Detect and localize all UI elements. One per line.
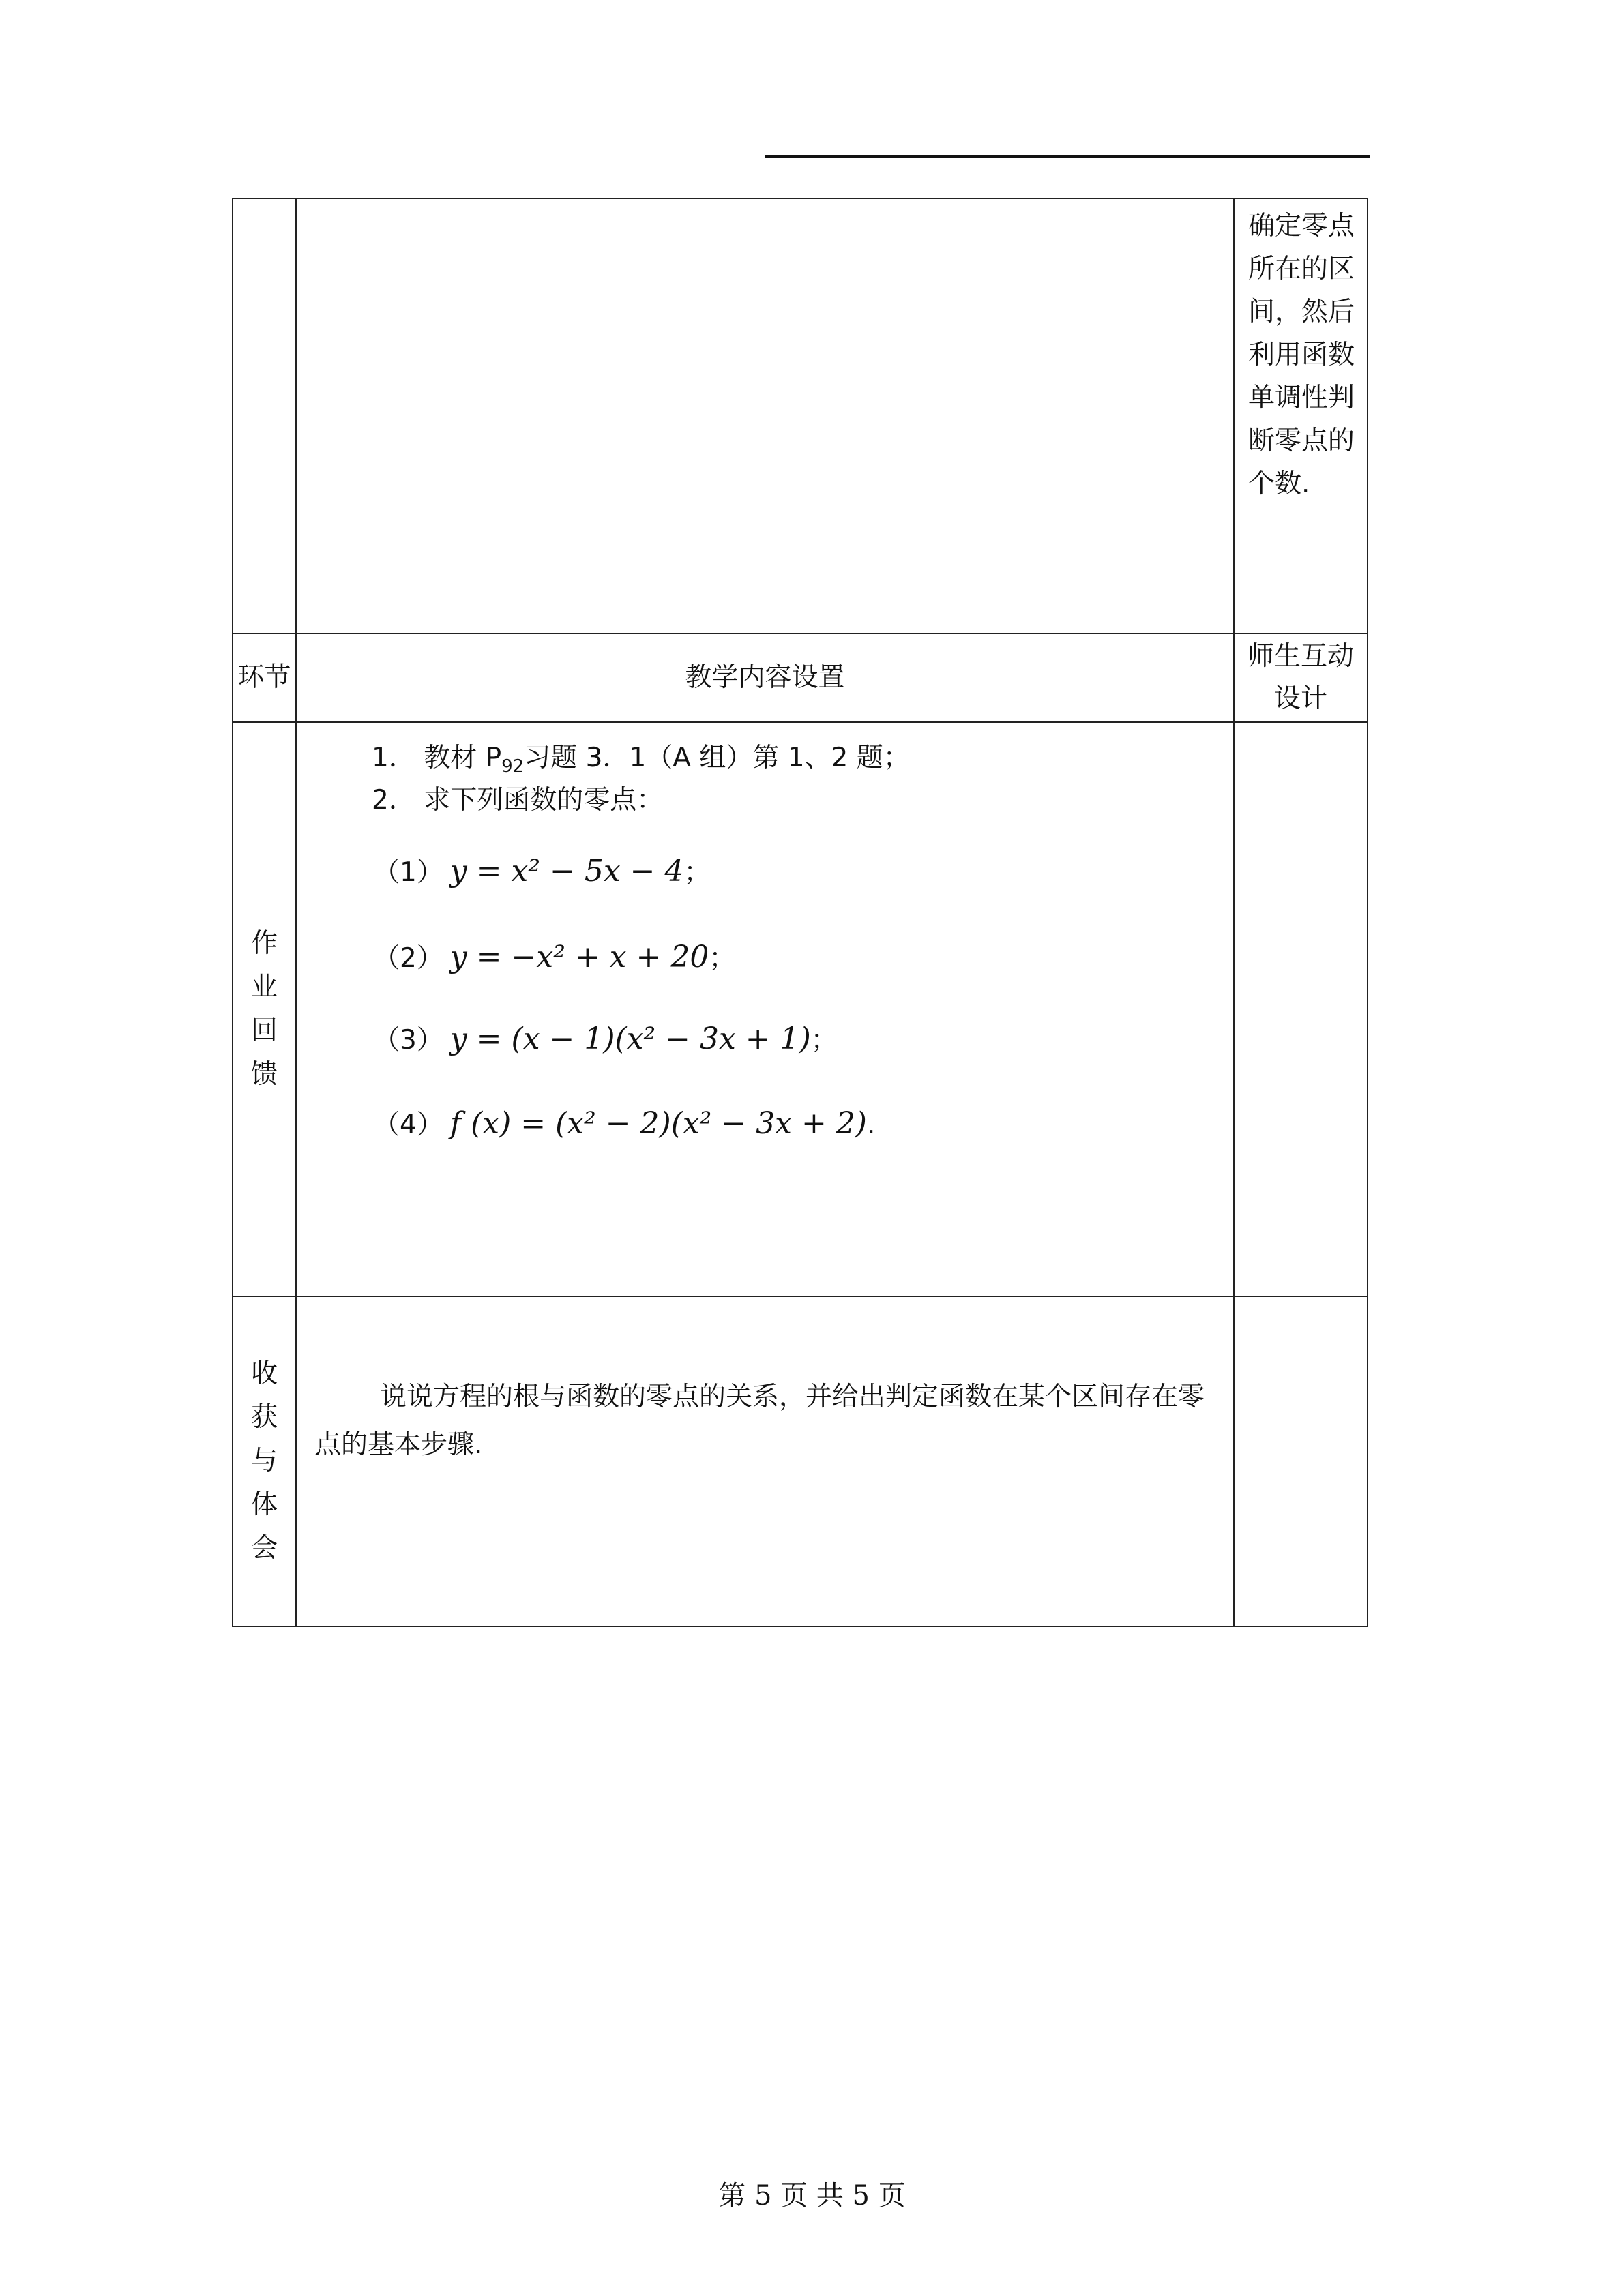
gain-row: [233, 1296, 1368, 1626]
equation-2-num: （2）: [373, 943, 443, 974]
table-header-row: [233, 633, 1368, 722]
equation-4-end: .: [866, 1109, 876, 1140]
homework-item-1-suffix: 习题 3．1（A 组）第 1、2 题；: [524, 743, 910, 773]
equation-4-num: （4）: [373, 1109, 443, 1140]
header-rule: [765, 155, 1370, 158]
equation-1-end: ；: [683, 857, 711, 888]
equation-2-expr: y = −x² + x + 20: [449, 940, 709, 974]
gain-interaction-cell: [1234, 1296, 1368, 1626]
equation-4-expr: f (x) = (x² − 2)(x² − 3x + 2): [449, 1106, 867, 1141]
equation-2: [373, 936, 735, 981]
lesson-table: [232, 198, 1368, 1627]
homework-interaction-cell: [1234, 722, 1368, 1296]
gain-label: [233, 1296, 296, 1626]
homework-label-text: 作业回馈: [251, 928, 278, 1090]
header-interaction: 师生互动设计: [1234, 633, 1368, 722]
homework-item-1-sub: 92: [501, 756, 525, 777]
homework-item-1-prefix: 1． 教材 P: [372, 743, 502, 773]
page-number: 第 5 页 共 5 页: [718, 2180, 906, 2211]
homework-row: [233, 722, 1368, 1296]
equation-1-num: （1）: [373, 857, 443, 888]
equation-3-end: ；: [810, 1025, 838, 1056]
top-row-content-cell: [296, 198, 1234, 633]
equation-3: [373, 1017, 838, 1062]
homework-label: [233, 722, 296, 1296]
header-content: 教学内容设置: [296, 633, 1234, 722]
table-row-top: [233, 198, 1368, 633]
header-stage: 环节: [233, 633, 296, 722]
equation-4: [373, 1102, 875, 1147]
equation-3-num: （3）: [373, 1025, 443, 1056]
homework-item-2: 2． 求下列函数的零点：: [372, 785, 664, 816]
gain-content: 说说方程的根与函数的零点的关系，并给出判定函数在某个区间存在零点的基本步骤.: [296, 1296, 1234, 1626]
gain-label-text: 收获与体会: [251, 1358, 278, 1564]
equation-1-expr: y = x² − 5x − 4: [449, 854, 684, 889]
top-row-note: 确定零点所在的区间，然后利用函数单调性判断零点的个数.: [1234, 198, 1368, 633]
top-row-label-cell: [233, 198, 296, 633]
equation-1: [373, 850, 710, 895]
equation-2-end: ；: [709, 943, 736, 974]
equation-3-expr: y = (x − 1)(x² − 3x + 1): [449, 1022, 811, 1056]
homework-content: [296, 722, 1234, 1296]
